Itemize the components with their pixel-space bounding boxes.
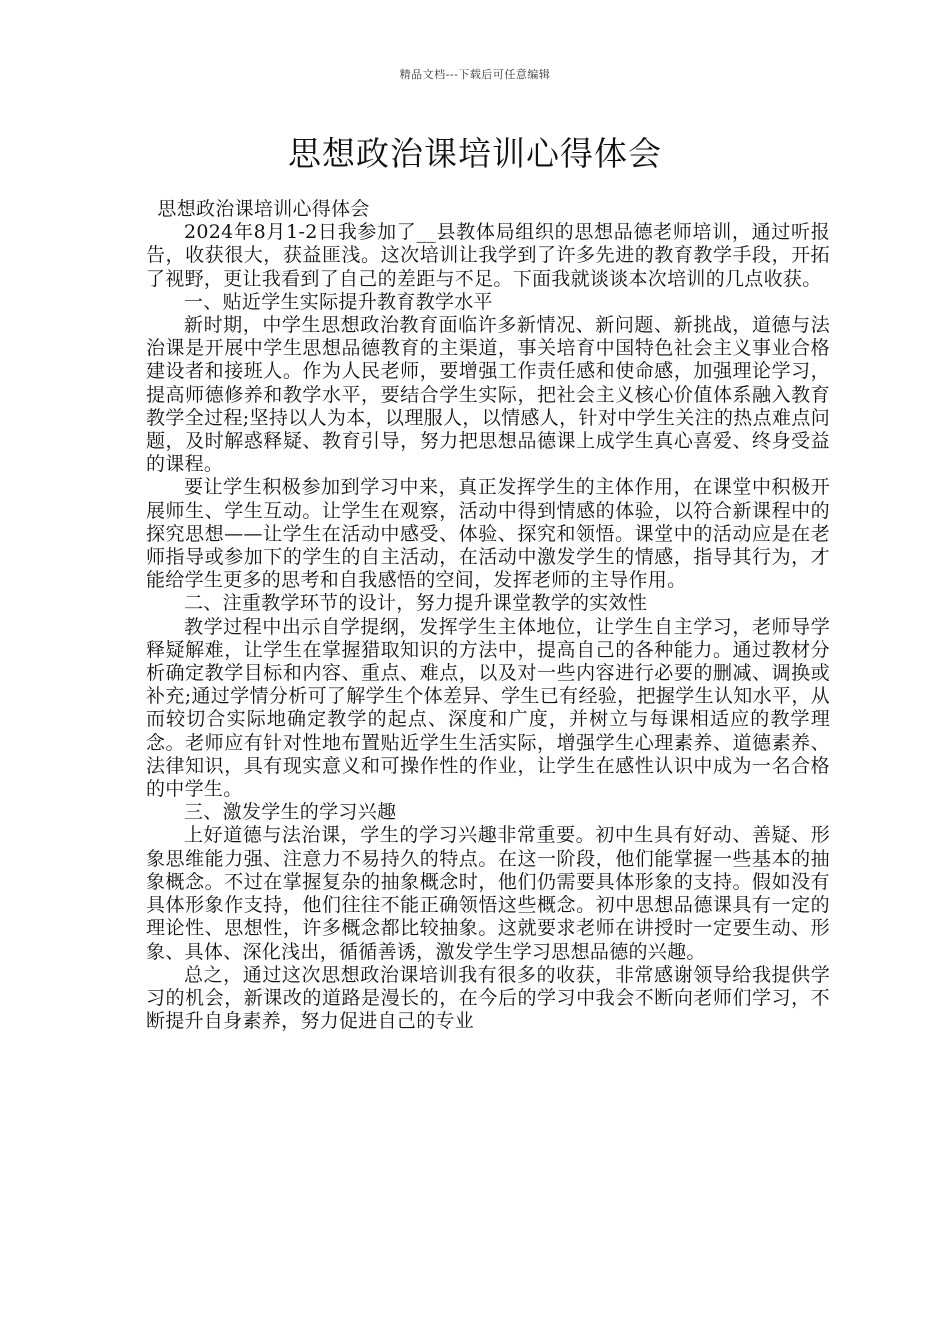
section-heading-2: 二、注重教学环节的设计，努力提升课堂教学的实效性 bbox=[184, 592, 648, 615]
section-1-paragraph-2: 要让学生积极参加到学习中来，真正发挥学生的主体作用，在课堂中积极开展师生、学生互动。让学生在观察，活动中得到情感的体验，以符合新课程中的探究思想——让学生在活动中感受、体验、探究和领悟。课堂中的活动应是在老师指导或参加下的学生的自主活动，在活动中激发学生的情感，指导其行为，才能给学生更多的思考和自我感悟的空间，发挥老师的主导作用。 bbox=[146, 476, 830, 592]
section-2-paragraph-1: 教学过程中出示自学提纲，发挥学生主体地位，让学生自主学习，老师导学释疑解难，让学生在掌握猎取知识的方法中，提高自己的各种能力。通过教材分析确定教学目标和内容、重点、难点，以及对一些内容进行必要的删减、调换或补充;通过学情分析可了解学生个体差异、学生已有经验，把握学生认知水平，从而较切合实际地确定教学的起点、深度和广度，并树立与每课相适应的教学理念。老师应有针对性地布置贴近学生生活实际，增强学生心理素养、道德素养、法律知识，具有现实意义和可操作性的作业，让学生在感性认识中成为一名合格的中学生。 bbox=[146, 615, 830, 801]
intro-paragraph: 2024年8月1-2日我参加了__县教体局组织的思想品德老师培训，通过听报告，收获很大，获益匪浅。这次培训让我学到了许多先进的教育教学手段，开拓了视野，更让我看到了自己的差距与不足。下面我就谈谈本次培训的几点收获。 bbox=[146, 221, 830, 290]
conclusion-paragraph: 总之，通过这次思想政治课培训我有很多的收获，非常感谢领导给我提供学习的机会，新课改的道路是漫长的，在今后的学习中我会不断向老师们学习，不断提升自身素养，努力促进自己的专业 bbox=[146, 963, 830, 1033]
header-note: 精品文档---下载后可任意编辑 bbox=[399, 68, 551, 81]
section-heading-1: 一、贴近学生实际提升教育教学水平 bbox=[184, 290, 493, 313]
document-subtitle: 思想政治课培训心得体会 bbox=[157, 198, 370, 220]
document-body bbox=[146, 198, 830, 1033]
section-heading-3: 三、激发学生的学习兴趣 bbox=[184, 801, 397, 824]
section-1-paragraph-1: 新时期，中学生思想政治教育面临许多新情况、新问题、新挑战，道德与法治课是开展中学生思想品德教育的主渠道，事关培育中国特色社会主义事业合格建设者和接班人。作为人民老师，要增强工作责任感和使命感，加强理论学习，提高师德修养和教学水平，要结合学生实际，把社会主义核心价值体系融入教育教学全过程;坚持以人为本，以理服人，以情感人，针对中学生关注的热点难点问题，及时解惑释疑、教育引导，努力把思想品德课上成学生真心喜爱、终身受益的课程。 bbox=[146, 314, 830, 476]
section-3-paragraph-1: 上好道德与法治课，学生的学习兴趣非常重要。初中生具有好动、善疑、形象思维能力强、注意力不易持久的特点。在这一阶段，他们能掌握一些基本的抽象概念。不过在掌握复杂的抽象概念时，他们仍需要具体形象的支持。假如没有具体形象作支持，他们往往不能正确领悟这些概念。初中思想品德课具有一定的理论性、思想性，许多概念都比较抽象。这就要求老师在讲授时一定要生动、形象、具体、深化浅出，循循善诱，激发学生学习思想品德的兴趣。 bbox=[146, 824, 830, 963]
document-title: 思想政治课培训心得体会 bbox=[288, 134, 662, 173]
